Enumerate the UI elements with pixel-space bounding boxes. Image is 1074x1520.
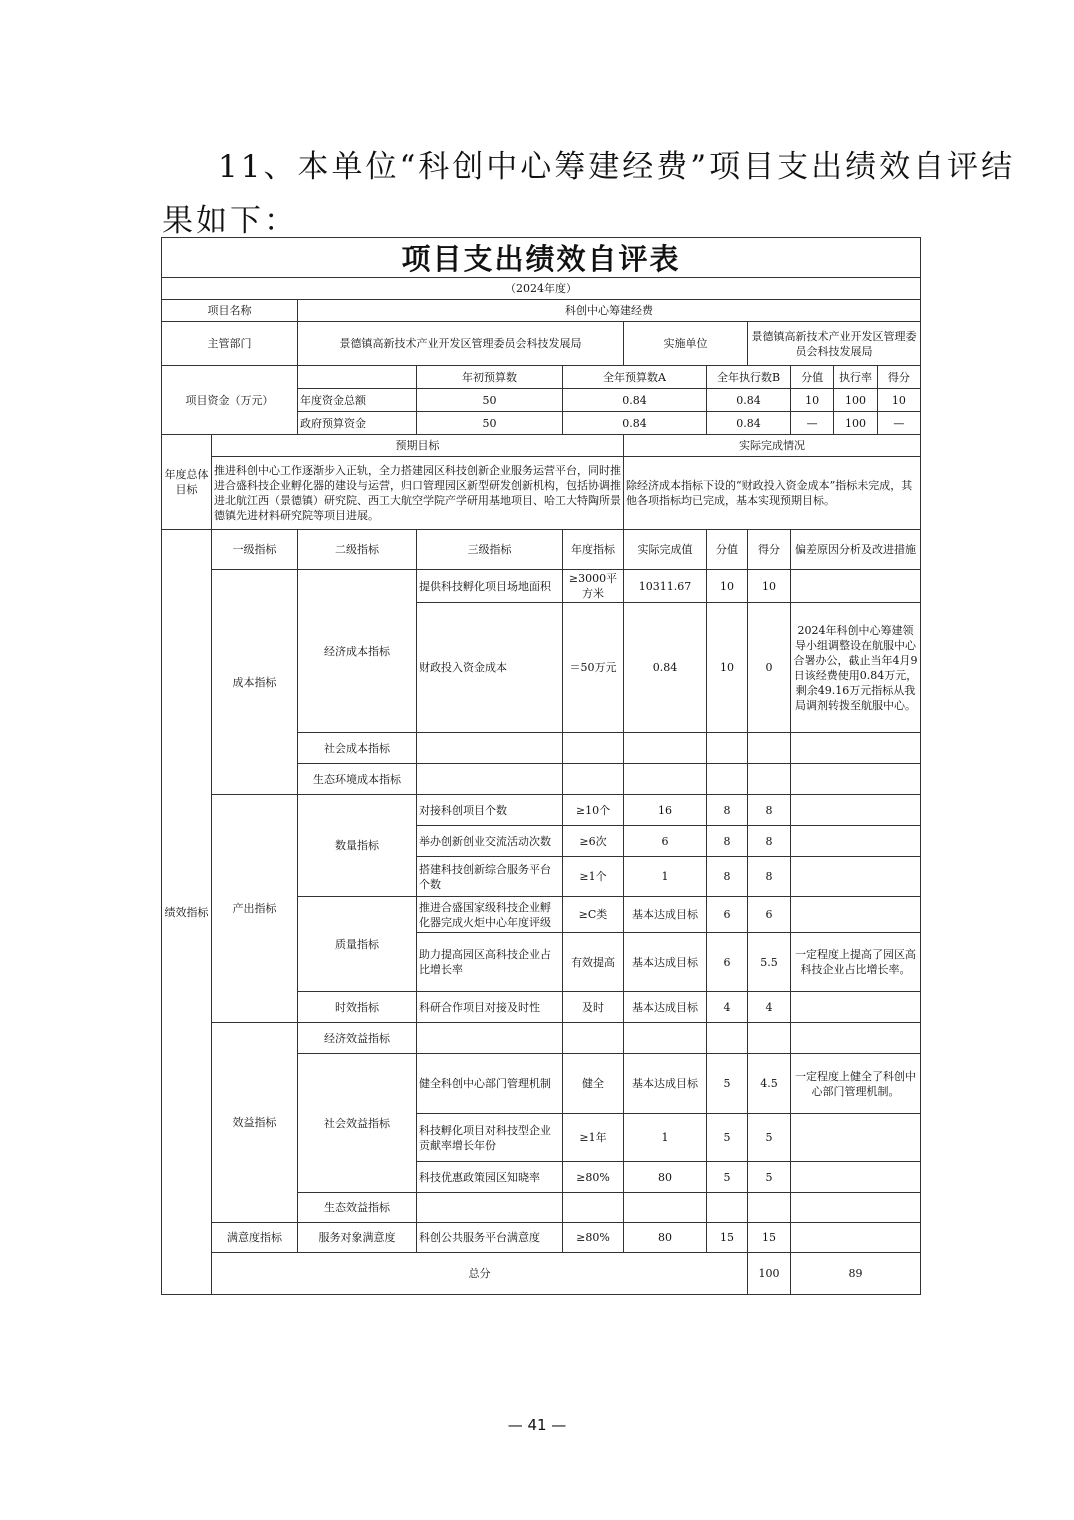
indicator-score: 5 <box>748 1162 791 1193</box>
funds-row-label: 政府预算资金 <box>298 412 417 435</box>
indicator-l3: 助力提高园区高科技企业占比增长率 <box>417 933 563 992</box>
timeliness-l2: 时效指标 <box>298 992 417 1023</box>
funds-cell <box>791 412 921 435</box>
perf-indicator-label: 绩效指标 <box>162 530 212 1295</box>
total-score: 89 <box>791 1253 921 1295</box>
project-name-label: 项目名称 <box>162 300 298 322</box>
performance-evaluation-table <box>161 237 921 1295</box>
funds-cell: 100 <box>833 412 876 434</box>
econ-benefit-l2: 经济效益指标 <box>298 1023 417 1054</box>
funds-cell: 0.84 <box>563 389 707 412</box>
total-value: 100 <box>748 1253 791 1295</box>
indicator-l3: 提供科技孵化项目场地面积 <box>417 570 563 603</box>
indicator-l3: 健全科创中心部门管理机制 <box>417 1054 563 1114</box>
indicator-actual: 基本达成目标 <box>624 1054 707 1114</box>
section-heading <box>162 140 1016 248</box>
indicator-value: 6 <box>707 897 748 933</box>
indicator-actual: 基本达成目标 <box>624 992 707 1023</box>
indicator-actual: 16 <box>624 795 707 826</box>
funds-header: 全年执行数B <box>707 366 791 389</box>
perf-header: 偏差原因分析及改进措施 <box>791 530 921 570</box>
indicator-value: 5 <box>707 1162 748 1193</box>
indicator-analysis <box>791 826 921 857</box>
indicator-analysis: 一定程度上健全了科创中心部门管理机制。 <box>791 1054 921 1114</box>
indicator-target: ≥80% <box>563 1162 624 1193</box>
indicator-actual: 80 <box>624 1162 707 1193</box>
dept-value: 景德镇高新技术产业开发区管理委员会科技发展局 <box>298 322 624 366</box>
perf-header: 实际完成值 <box>624 530 707 570</box>
funds-cell: 0.84 <box>707 412 791 435</box>
indicator-score: 0 <box>748 603 791 733</box>
goal-actual-text: 除经济成本指标下设的“财政投入资金成本”指标未完成，其他各项指标均已完成，基本实现预期目标。 <box>624 457 921 530</box>
indicator-actual: 基本达成目标 <box>624 897 707 933</box>
indicator-target: ≥3000平方米 <box>563 570 624 603</box>
impl-value: 景德镇高新技术产业开发区管理委员会科技发展局 <box>748 322 921 366</box>
indicator-actual: 1 <box>624 857 707 897</box>
funds-row-label: 年度资金总额 <box>298 389 417 412</box>
perf-header: 得分 <box>748 530 791 570</box>
satisfaction-l2: 服务对象满意度 <box>298 1223 417 1253</box>
econ-cost-l2: 经济成本指标 <box>298 570 417 733</box>
indicator-value: 8 <box>707 857 748 897</box>
eco-benefit-l2: 生态效益指标 <box>298 1193 417 1223</box>
perf-header: 三级指标 <box>417 530 563 570</box>
funds-header: 分值 <box>801 370 824 384</box>
indicator-value: 10 <box>707 570 748 603</box>
eco-cost-l2: 生态环境成本指标 <box>298 764 417 795</box>
indicator-target: 及时 <box>563 992 624 1023</box>
quantity-l2: 数量指标 <box>298 795 417 897</box>
funds-cell: 10 <box>877 389 920 411</box>
indicator-target: 有效提高 <box>563 933 624 992</box>
impl-label: 实施单位 <box>624 322 748 366</box>
indicator-analysis <box>791 795 921 826</box>
indicator-target: ≥80% <box>563 1223 624 1253</box>
indicator-analysis <box>791 897 921 933</box>
indicator-l3: 搭建科技创新综合服务平台个数 <box>417 857 563 897</box>
indicator-score: 4.5 <box>748 1054 791 1114</box>
funds-cell: 0.84 <box>563 412 707 435</box>
total-label: 总分 <box>212 1253 748 1295</box>
indicator-score: 8 <box>748 857 791 897</box>
indicator-target: ≥1个 <box>563 857 624 897</box>
indicator-value: 6 <box>707 933 748 992</box>
funds-cell: — <box>877 412 920 434</box>
indicator-value: 8 <box>707 826 748 857</box>
indicator-score: 5.5 <box>748 933 791 992</box>
indicator-analysis: 一定程度上提高了园区高科技企业占比增长率。 <box>791 933 921 992</box>
cost-indicator-l1: 成本指标 <box>212 570 298 795</box>
indicator-l3: 财政投入资金成本 <box>417 603 563 733</box>
funds-cell: 50 <box>417 412 563 435</box>
indicator-actual: 80 <box>624 1223 707 1253</box>
indicator-target: ≥C类 <box>563 897 624 933</box>
indicator-l3: 科技优惠政策园区知晓率 <box>417 1162 563 1193</box>
indicator-target: 健全 <box>563 1054 624 1114</box>
indicator-analysis: 2024年科创中心筹建领导小组调整设在航服中心合署办公，截止当年4月9日该经费使用0.84万元，剩余49.16万元指标从我局调剂转拨至航服中心。 <box>791 603 921 733</box>
indicator-l3: 对接科创项目个数 <box>417 795 563 826</box>
funds-header <box>791 366 921 389</box>
project-name: 科创中心筹建经费 <box>298 300 921 322</box>
indicator-actual: 0.84 <box>624 603 707 733</box>
indicator-l3: 推进合盛国家级科技企业孵化器完成火炬中心年度评级 <box>417 897 563 933</box>
social-benefit-l2: 社会效益指标 <box>298 1054 417 1193</box>
perf-header: 二级指标 <box>298 530 417 570</box>
indicator-actual: 基本达成目标 <box>624 933 707 992</box>
indicator-score: 10 <box>748 570 791 603</box>
funds-cell: 0.84 <box>707 389 791 412</box>
funds-cell: 50 <box>417 389 563 412</box>
indicator-analysis <box>791 570 921 603</box>
perf-header: 一级指标 <box>212 530 298 570</box>
satisfaction-l1: 满意度指标 <box>212 1223 298 1253</box>
indicator-score: 5 <box>748 1114 791 1162</box>
indicator-actual: 1 <box>624 1114 707 1162</box>
funds-cell <box>791 389 921 412</box>
indicator-value: 4 <box>707 992 748 1023</box>
quality-l2: 质量指标 <box>298 897 417 992</box>
goal-actual-header: 实际完成情况 <box>624 435 921 457</box>
indicator-value: 15 <box>707 1223 748 1253</box>
funds-cell: — <box>806 416 818 430</box>
funds-cell: 10 <box>805 393 820 407</box>
indicator-score: 8 <box>748 795 791 826</box>
funds-header: 执行率 <box>833 366 876 388</box>
benefit-indicator-l1: 效益指标 <box>212 1023 298 1223</box>
funds-header: 全年预算数A <box>563 366 707 389</box>
goal-label: 年度总体目标 <box>162 435 212 530</box>
heading-line-1: 11、本单位“科创中心筹建经费”项目支出绩效自评结 <box>218 149 1016 185</box>
indicator-score: 4 <box>748 992 791 1023</box>
indicator-score: 6 <box>748 897 791 933</box>
indicator-l3: 科研合作项目对接及时性 <box>417 992 563 1023</box>
indicator-analysis <box>791 1223 921 1253</box>
goal-expected-header: 预期目标 <box>212 435 624 457</box>
table-year: （2024年度） <box>162 278 921 300</box>
indicator-l3: 举办创新创业交流活动次数 <box>417 826 563 857</box>
heading-line-2: 果如下： <box>162 203 298 239</box>
indicator-target: ≥1年 <box>563 1114 624 1162</box>
indicator-analysis <box>791 992 921 1023</box>
indicator-analysis <box>791 857 921 897</box>
indicator-value: 10 <box>707 603 748 733</box>
funds-cell: 100 <box>833 389 876 411</box>
page-number: — 41 — <box>507 1416 567 1434</box>
indicator-actual: 10311.67 <box>624 570 707 603</box>
indicator-analysis <box>791 1162 921 1193</box>
goal-expected-text: 推进科创中心工作逐渐步入正轨，全力搭建园区科技创新企业服务运营平台，同时推进合盛科技企业孵化器的建设与运营，归口管理园区新型研发创新机构，包括协调推进北航江西（景德镇）研究院、西工大航空学院产学研用基地项目、哈工大特陶所景德镇先进材料研究院等项目进展。 <box>212 457 624 530</box>
indicator-target: ≥10个 <box>563 795 624 826</box>
indicator-actual: 6 <box>624 826 707 857</box>
funds-header: 年初预算数 <box>417 366 563 389</box>
perf-header: 年度指标 <box>563 530 624 570</box>
funds-header: 得分 <box>877 366 920 388</box>
indicator-analysis <box>791 1114 921 1162</box>
output-indicator-l1: 产出指标 <box>212 795 298 1023</box>
funds-label: 项目资金（万元） <box>162 366 298 435</box>
indicator-value: 5 <box>707 1054 748 1114</box>
dept-label: 主管部门 <box>162 322 298 366</box>
indicator-value: 8 <box>707 795 748 826</box>
indicator-score: 15 <box>748 1223 791 1253</box>
indicator-value: 5 <box>707 1114 748 1162</box>
indicator-l3: 科创公共服务平台满意度 <box>417 1223 563 1253</box>
perf-header: 分值 <box>707 530 748 570</box>
indicator-target: ＝50万元 <box>563 603 624 733</box>
indicator-target: ≥6次 <box>563 826 624 857</box>
indicator-score: 8 <box>748 826 791 857</box>
indicator-l3: 科技孵化项目对科技型企业贡献率增长年份 <box>417 1114 563 1162</box>
table-title: 项目支出绩效自评表 <box>162 238 921 278</box>
social-cost-l2: 社会成本指标 <box>298 733 417 764</box>
